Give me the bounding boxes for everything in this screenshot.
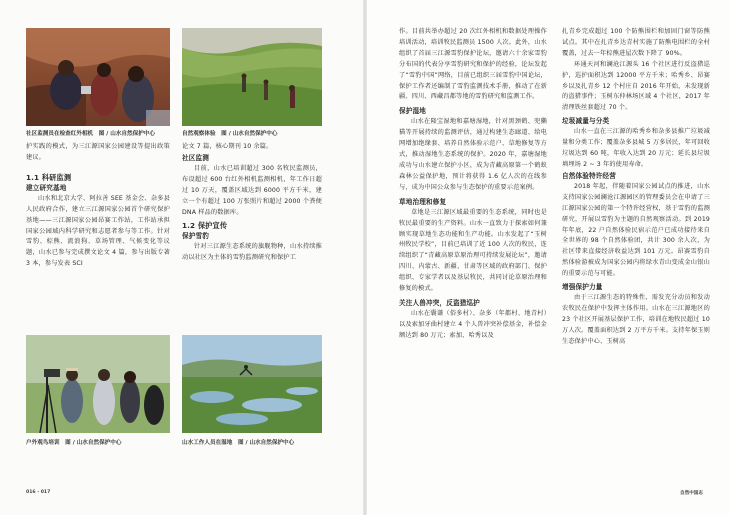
photo-birdwatching-training <box>26 335 170 433</box>
photo-infrared-camera-check <box>26 28 170 126</box>
paragraph-continued: 论文 7 篇，核心期刊 10 余篇。 <box>182 143 273 150</box>
paragraph-wetland: 山水在隆宝湿地和嘉塘湿地，针对黑颈鹤、兜獭猫等开展持续的监测评估，通过构建生态廊道、给电网增加绝缘套、培养自然体验示范户、草地修复等方式，推动湿地生态系统的保护。2020 年，嘉塘湿地成功与山水建立保护小区，成为青藏高原第一个鹤蚁森林公益保护地，预计将获得 1.6 亿人次的在线参与，成为中国公众参与生态保护的重要示范案例。 <box>399 118 547 191</box>
page-number: 016 - 017 <box>26 490 51 495</box>
heading-strengthen-protection: 增强保护力量 <box>562 283 603 292</box>
intro-paragraph: 护实践的模式，为三江源国家公园建设等提出政策建议。 <box>26 143 170 161</box>
heading-human-wildlife: 关注人兽冲突，反盗猎巡护 <box>399 298 480 307</box>
heading-build-base: 建立研究基地 <box>26 183 67 192</box>
caption-photo3: 户外观鸟培训 图 / 山水自然保护中心 <box>26 440 122 446</box>
heading-1-1: 1.1 科研监测 <box>26 172 72 182</box>
paragraph-human-wildlife: 山水在囊谦（俗多村）、杂多（年都村、地青村）以及索加牙曲村建立 4 个人兽冲突补偿基金，补偿金额达到 80 万元；索加、哈秀以及 <box>399 309 547 339</box>
heading-1-2: 1.2 保护宣传 <box>182 221 228 231</box>
paragraph-nature-experience: 2018 年起，伴随着国家公园试点的推进，山水支持国家公园澜沧江源园区的管理委员会在申请了三江源国家公园的第一个特许经营权，基于雪豹的监测研究，开展以雪豹为主题的自然观察活动。到 2019 年年底，22 户自然体验民宿示范户已成功接待来自全世界的 98 个自然体验团，共计 300 余人次，为社区带来直接经济收益达到 101 万元。昂赛雪豹自然体验游被成为国家公园内将绿水青山变成金山银山的重要示范与可能。 <box>562 182 710 278</box>
caption-photo1: 社区监测员在检查红外相机 图 / 山水自然保护中心 <box>26 131 156 137</box>
paragraph-snow-leopard-cont: 作。目前共举办超过 20 次红外相机和数据处理操作培训活动，培训牧民监测员 1500 人次。此外，山水组织了首届三江源雪豹保护论坛，邀请六十余家雪豹分布国的代表分享雪豹研究和保护的经验，论坛发起了“雪豹中国”网络，目前已组织三届雪豹中国论坛，保护工作者还编制了雪豹监测技术手册，推动了在新疆、四川、西藏昌都等地的雪豹研究和监测工作。 <box>399 28 547 101</box>
page-gutter <box>363 0 367 515</box>
paragraph-waste: 山水一直在三江源的哈秀乡和杂多县推广垃圾减量和分类工作；覆盖杂多县城 5 万多居民，年可回收垃圾达到 60 吨，年收入达到 20 万元；延长县垃圾填埋场 2 ~ 3 年的使用寿命。 <box>562 128 710 168</box>
heading-waste: 垃圾减量与分类 <box>562 117 610 126</box>
paragraph-strengthen-protection: 由于三江源生态的特殊性，需发充分动员和发动农牧民在保护中发挥主体作用。山水在三江源地区的 23 个社区开展基层保护工作，培训在地牧民超过 10 万人次。覆盖面积达到 2 万平方千米。支持年保玉则生态保护中心、玉树高 <box>562 294 710 345</box>
paragraph-snow-leopard: 针对三江源生态系统的旗舰物种，山水持续推动以社区为主体的雪豹监测研究和保护工 <box>182 243 322 262</box>
heading-wetland: 保护湿地 <box>399 107 426 116</box>
photo-birdwatching-image <box>26 335 170 433</box>
paragraph-community-monitoring: 目前，山水已培训超过 300 名牧民监测员，布设超过 600 台红外相机监测相机，年工作日超过 10 万天，覆盖区域达到 6000 平方千米，建立一个有超过 100 万张照片和超过 2000 个粪便 DNA 样品的数据库。 <box>182 164 322 216</box>
photo-nature-observation <box>182 28 322 126</box>
heading-snow-leopard: 保护雪豹 <box>182 232 209 241</box>
heading-community-monitoring: 社区监测 <box>182 153 209 162</box>
photo-infrared-camera-image <box>26 28 170 126</box>
caption-photo4: 山水工作人员在湿地 图 / 山水自然保护中心 <box>182 440 295 446</box>
magazine-name: 自然中国志 <box>680 491 703 496</box>
paragraph-bear-fence: 扎青乡完成超过 100 个防熊围栏和加固门窗等防熊试点。其中在扎青乡达青村实施了防熊电围栏的全村覆盖，过去一年棕熊进屋次数下降了 90%。 <box>562 28 710 57</box>
photo-nature-observation-image <box>182 28 322 126</box>
paragraph-anti-poaching: 环通天河和澜沧江源头 16 个社区进行反盗猎巡护，巡护面积达到 12000 平方千米；哈秀乡、昂赛乡以及扎青乡 12 个村庄自 2016 年开始，未发现新的盗猎事件；玉树东仲林场区域 4 个社区，2017 年清理铁丝套超过 70 个。 <box>562 60 710 112</box>
caption-photo2: 自然观察体验 图 / 山水自然保护中心 <box>182 131 278 137</box>
paragraph-grassland: 草地是三江源区域最重要的生态系统，同时也是牧民最重要的生产资料。山水一直致力于探索如何兼顾实现草地生态功能和生产功能。山水发起了“玉树州牧民学校”，目前已培训了近 100 人次的牧民，连续组织了“青藏高原草原治理可持续发展论坛”，邀请四川、内蒙古、新疆、甘肃等区域的政府部门、保护组织、专家学者以及基层牧民，共同讨论草原治理和修复的模式。 <box>399 208 547 293</box>
text-column-1 <box>26 142 170 270</box>
text-column-4 <box>562 27 710 348</box>
photo-wetland-staff <box>182 335 322 433</box>
paragraph-research-base: 山水和北京大学、阿拉善 SEE 基金会、杂多县人民政府合作，建立三江源国家公园首个研究保护基地——三江源国家公园昂赛工作站，工作站承担国家公园域内科学研究和志愿者参与等工作。针对雪豹、棕熊、流浪狗、草场管理、气候变化等议题，山水已参与完成撰文论文 4 篇，参与出版专著 3 本，参与发表 SCI <box>26 194 170 268</box>
photo-wetland-image <box>182 335 322 433</box>
heading-nature-experience: 自然体验特许经营 <box>562 171 616 180</box>
heading-grassland: 草地治理和修复 <box>399 197 447 206</box>
text-column-3 <box>399 27 547 342</box>
text-column-2 <box>182 142 322 264</box>
